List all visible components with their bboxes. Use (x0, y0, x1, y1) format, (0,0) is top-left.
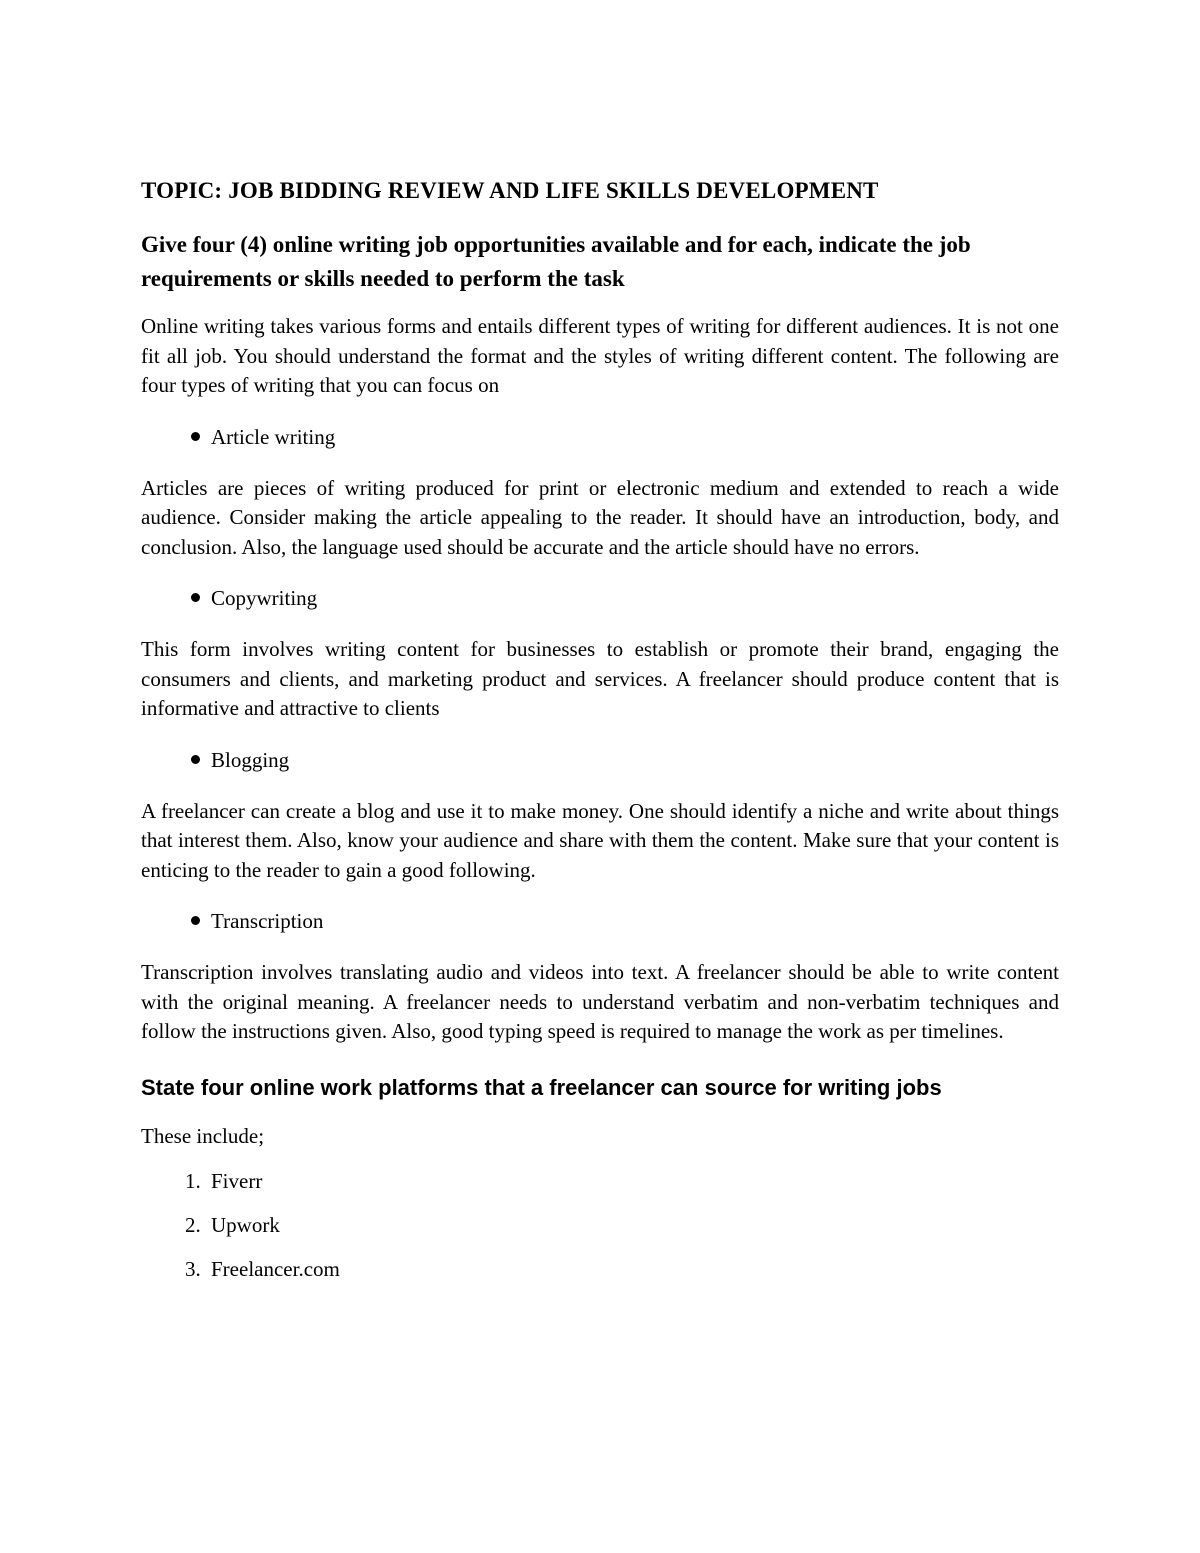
bullet-list-article (141, 423, 1059, 452)
bullet-item (141, 746, 1059, 775)
bullet-item (141, 423, 1059, 452)
include-text: These include; (141, 1123, 265, 1148)
bullet-list-copywriting (141, 584, 1059, 613)
platform-name: Freelancer.com (211, 1256, 340, 1281)
question-heading-1: Give four (4) online writing job opportunities available and for each, indicate the job requirements or skills needed to perform the task (141, 232, 971, 291)
section-paragraph: Transcription involves translating audio and videos into text. A freelancer should be able to write content with the original meaning. A freelancer needs to understand verbatim and non-verbatim techniques and follow the instructions given. Also, good typing speed is required to manage the work as per timelines. (141, 960, 1059, 1043)
bullet-label: Transcription (211, 909, 324, 933)
bullet-icon (191, 916, 200, 925)
platform-item (141, 1167, 1059, 1196)
section-paragraph: Articles are pieces of writing produced for print or electronic medium and extended to reach a wide audience. Consider making the article appealing to the reader. It should have an introduction, body, and conclusion. Also, the language used should be accurate and the article should have no errors. (141, 475, 1059, 559)
bullet-label: Copywriting (211, 586, 318, 610)
bullet-label: Article writing (211, 424, 336, 449)
bullet-icon (191, 593, 200, 602)
bullet-item (141, 584, 1059, 613)
platform-name: Upwork (211, 1212, 280, 1237)
list-number: 1. (185, 1168, 201, 1193)
bullet-icon (191, 432, 200, 441)
platform-name: Fiverr (211, 1168, 263, 1193)
list-number: 2. (185, 1212, 201, 1237)
document-body (141, 176, 1059, 1299)
bullet-list-blogging (141, 746, 1059, 775)
platform-item (141, 1211, 1059, 1240)
document-topic: TOPIC: JOB BIDDING REVIEW AND LIFE SKILLS DEVELOPMENT (141, 178, 879, 203)
intro-paragraph: Online writing takes various forms and entails different types of writing for different audiences. It is not one fit all job. You should understand the format and the styles of writing different content. The following are four types of writing that you can focus on (141, 314, 1059, 397)
bullet-label: Blogging (211, 747, 290, 772)
question-heading-2: State four online work platforms that a freelancer can source for writing jobs (141, 1074, 942, 1100)
list-number: 3. (185, 1256, 201, 1281)
bullet-icon (191, 755, 200, 764)
bullet-item (141, 907, 1059, 936)
bullet-list-transcription (141, 907, 1059, 936)
section-paragraph: A freelancer can create a blog and use it to make money. One should identify a niche and write about things that interest them. Also, know your audience and share with them the content. Make sure that your content is enticing to the reader to gain a good following. (141, 798, 1059, 882)
platform-list (141, 1167, 1059, 1284)
section-paragraph: This form involves writing content for businesses to establish or promote their brand, engaging the consumers and clients, and marketing product and services. A freelancer should produce content that is informative and attractive to clients (141, 637, 1059, 720)
platform-item (141, 1255, 1059, 1284)
